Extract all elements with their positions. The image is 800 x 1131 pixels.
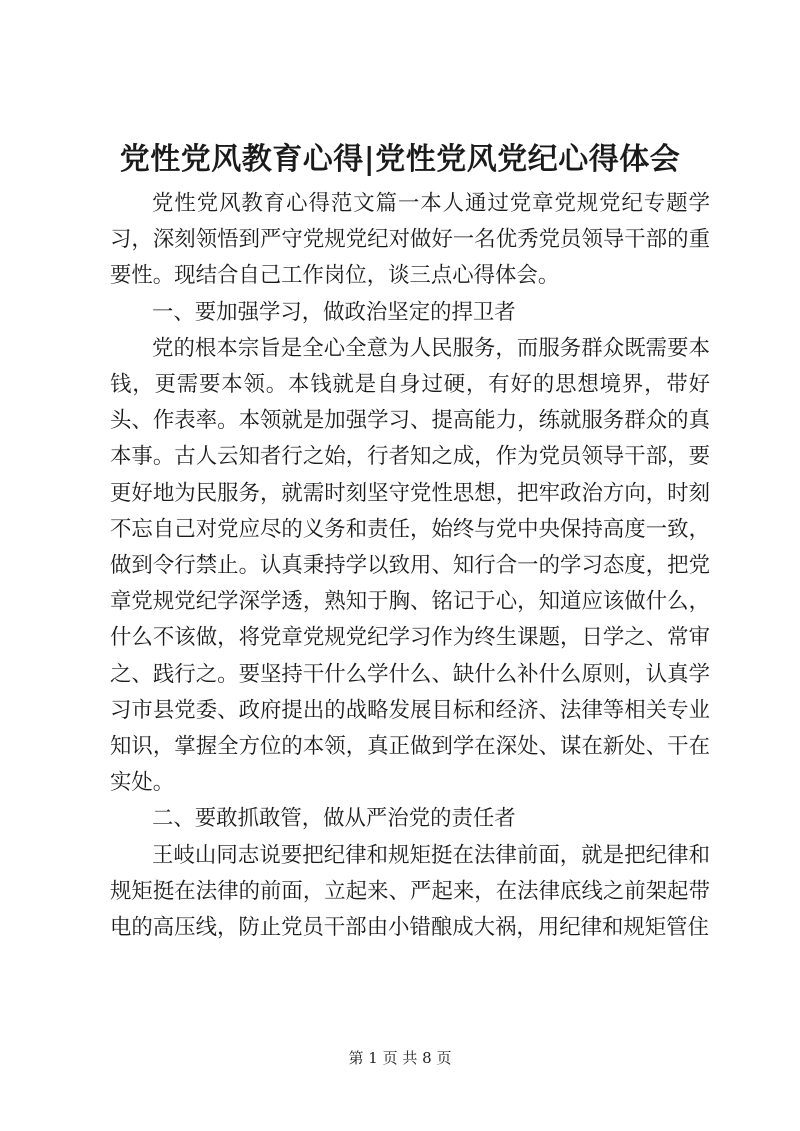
paragraph-section-2: 王岐山同志说要把纪律和规矩挺在法律前面，就是把纪律和规矩挺在法律的前面，立起来、严起来，在法律底线之前架起带电的高压线，防止党员干部由小错酿成大祸，用纪律和规矩管住 <box>110 842 710 941</box>
document-body <box>110 186 710 946</box>
page-number-footer: 第 1 页 共 8 页 <box>348 1049 452 1067</box>
section-heading-2: 二、要敢抓敢管，做从严治党的责任者 <box>152 806 516 832</box>
paragraph-intro: 党性党风教育心得范文篇一本人通过党章党规党纪专题学习，深刻领悟到严守党规党纪对做好一名优秀党员领导干部的重要性。现结合自己工作岗位，谈三点心得体会。 <box>110 191 710 289</box>
paragraph-section-1: 党的根本宗旨是全心全意为人民服务，而服务群众既需要本钱，更需要本领。本钱就是自身过硬，有好的思想境界，带好头、作表率。本领就是加强学习、提高能力，练就服务群众的真本事。古人云知者行之始，行者知之成，作为党员领导干部，要更好地为民服务，就需时刻坚守党性思想，把牢政治方向，时刻不忘自己对党应尽的义务和责任，始终与党中央保持高度一致，做到令行禁止。认真秉持学以致用、知行合一的学习态度，把党章党规党纪学深学透，熟知于胸、铭记于心，知道应该做什么，什么不该做，将党章党规党纪学习作为终生课题，日学之、常审之、践行之。要坚持干什么学什么、缺什么补什么原则，认真学习市县党委、政府提出的战略发展目标和经济、法律等相关专业知识，掌握全方位的本领，真正做到学在深处、谋在新处、干在实处。 <box>110 335 710 796</box>
document-title: 党性党风教育心得|党性党风党纪心得体会 <box>119 142 681 177</box>
section-heading-1: 一、要加强学习，做政治坚定的捍卫者 <box>152 299 516 325</box>
